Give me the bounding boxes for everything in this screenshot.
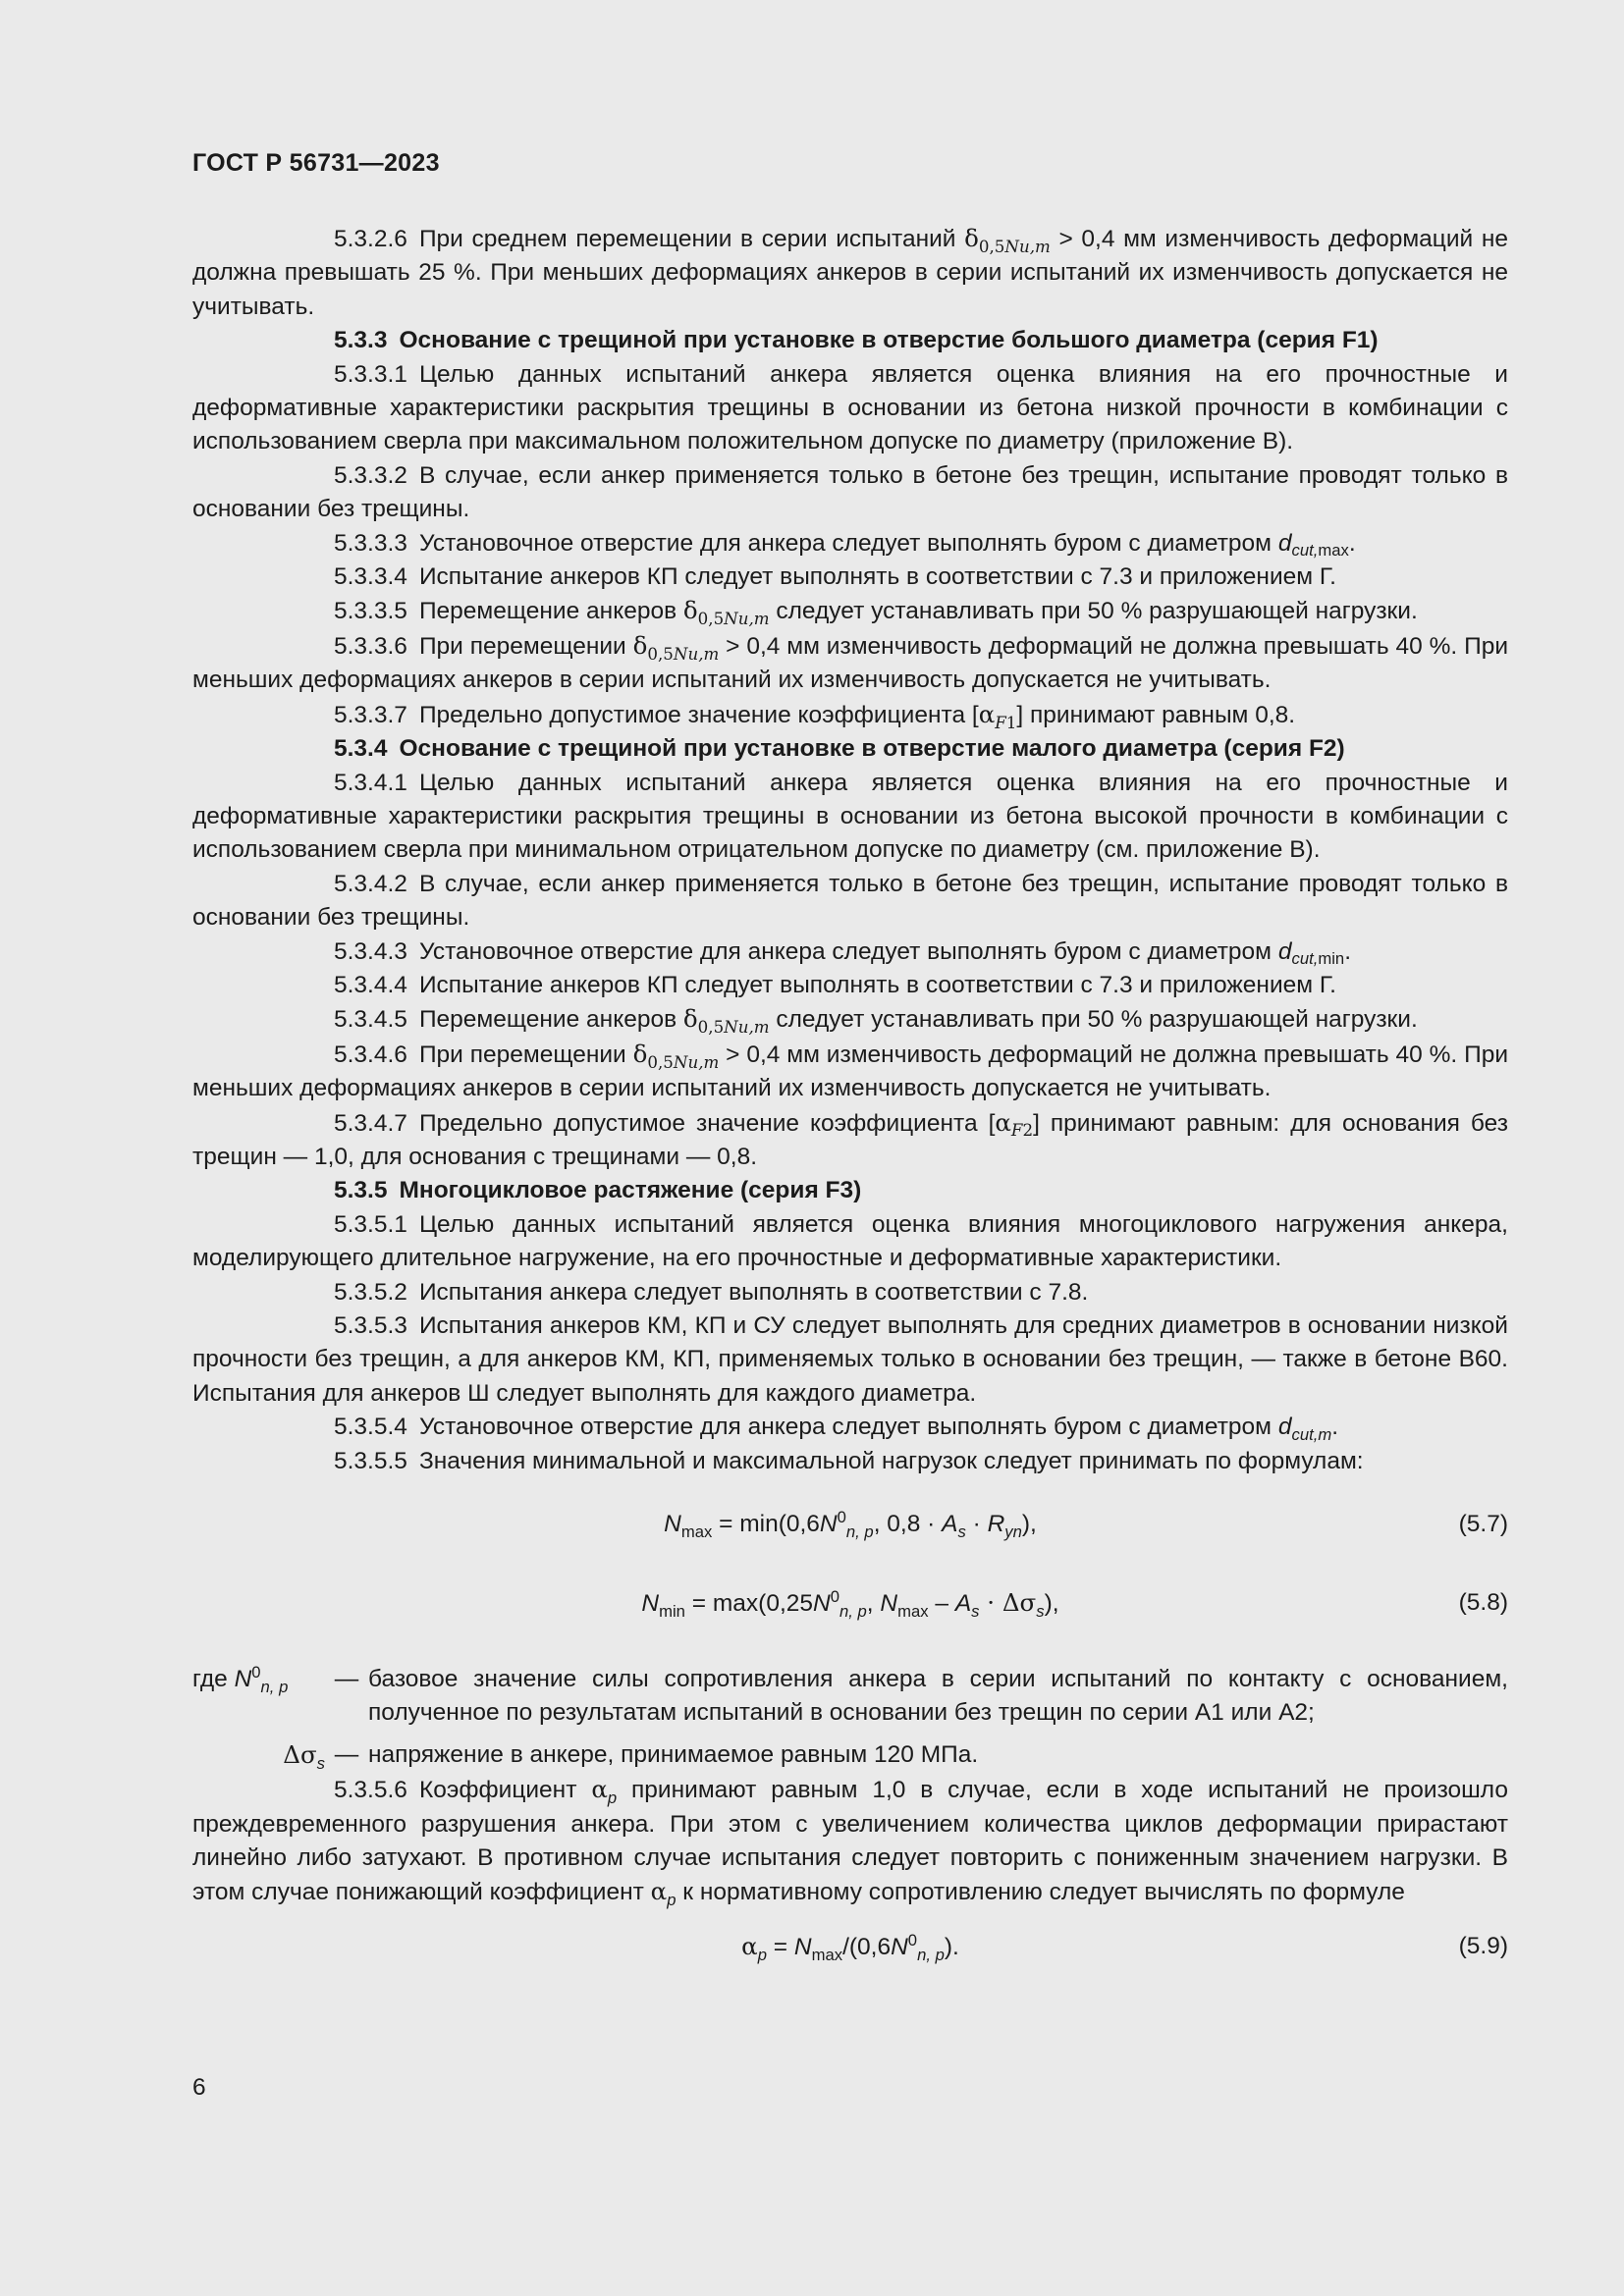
paragraph-5-3-5-3: 5.3.5.3 Испытания анкеров КМ, КП и СУ следует выполнять для средних диаметров в основании низкой прочности без трещин, а для анкеров КМ, КП, применяемых только в основании без трещин, — также в бетоне В60. Испытания для анкеров Ш следует выполнять для каждого диаметра. — [192, 1312, 1508, 1407]
paragraph-5-3-3-3: 5.3.3.3 Установочное отверстие для анкера следует выполнять буром с диаметром $d_{cut,max}$. — [334, 529, 1356, 561]
paragraph-5-3-5-1: 5.3.5.1 Целью данных испытаний является оценка влияния многоциклового нагружения анкера, моделирующего длительное нагружение, на его прочностные и деформативные характеристики. — [192, 1210, 1508, 1272]
where-clause-n0: где $N^0_{n, p}$ — базовое значение силы сопротивления анкера в серии испытаний по контакту с основанием, полученное по результатам испытаний в основании без трещин по серии А1 или А2; — [192, 1663, 1508, 1731]
paragraph-5-3-4-4: 5.3.4.4 Испытание анкеров КП следует выполнять в соответствии с 7.3 и приложением Г. — [334, 971, 1336, 998]
equation-5-7 — [192, 1508, 1508, 1541]
where-description: базовое значение силы сопротивления анкера в серии испытаний по контакту с основанием, полученное по результатам испытаний в основании без трещин по серии А1 или А2; — [368, 1666, 1508, 1727]
paragraph-5-3-5-4: 5.3.5.4 Установочное отверстие для анкера следует выполнять буром с диаметром $d_{cut,m}$. — [334, 1414, 1339, 1445]
paragraph-5-3-4-5: 5.3.4.5 Перемещение анкеров $\delta_{0,5Nu,m}$ следует устанавливать при 50 % разрушающей нагрузки. — [334, 1004, 1418, 1038]
where-symbol: $\Delta\sigma_s$ — [283, 1739, 325, 1773]
where-clause-delta-sigma: $\Delta\sigma_s$ — напряжение в анкере, принимаемое равным 120 МПа. — [192, 1738, 1508, 1773]
equation-5-8-number: (5.8) — [1458, 1589, 1508, 1617]
standard-header: ГОСТ Р 56731—2023 — [192, 149, 440, 177]
equation-5-7-number: (5.7) — [1458, 1511, 1508, 1538]
paragraph-5-3-4-3: 5.3.4.3 Установочное отверстие для анкера следует выполнять буром с диаметром $d_{cut,min}$. — [334, 937, 1351, 969]
paragraph-5-3-3-2: 5.3.3.2 В случае, если анкер применяется только в бетоне без трещин, испытание проводят только в основании без трещины. — [192, 461, 1508, 523]
page-number: 6 — [192, 2074, 206, 2101]
where-symbol: где $N^0_{n, p}$ — [192, 1662, 289, 1696]
paragraph-5-3-5-5: 5.3.5.5 Значения минимальной и максимальной нагрузок следует принимать по формулам: — [334, 1447, 1364, 1474]
equation-5-7-formula: $N_{max} = \min(0,6N^0_{n, p}$, $0,8 \cdot A_s \cdot R_{yn}$), — [664, 1507, 1037, 1541]
paragraph-5-3-4-7: 5.3.4.7 Предельно допустимое значение коэффициента $[\alpha_{F2}]$ принимают равным: для основания без трещин — 1,0, для основания с трещинами — 0,8. — [192, 1107, 1508, 1170]
equation-5-9-formula: $\alpha_p = N_{max}/(0,6N^0_{n, p})$. — [741, 1930, 959, 1964]
paragraph-5-3-5-2: 5.3.5.2 Испытания анкера следует выполнять в соответствии с 7.8. — [334, 1278, 1089, 1306]
paragraph-5-3-3-5: 5.3.3.5 Перемещение анкеров $\delta_{0,5Nu,m}$ следует устанавливать при 50 % разрушающей нагрузки. — [334, 596, 1418, 629]
paragraph-5-3-3-7: 5.3.3.7 Предельно допустимое значение коэффициента $[\alpha_{F1}]$ принимают равным 0,8. — [334, 699, 1296, 732]
section-heading-5-3-4: 5.3.4 Основание с трещиной при установке в отверстие малого диаметра (серия F2) — [334, 735, 1345, 763]
paragraph-5-3-3-1: 5.3.3.1 Целью данных испытаний анкера является оценка влияния на его прочностные и деформативные характеристики раскрытия трещины в основании из бетона низкой прочности в комбинации с использованием сверла при максимальном положительном допуске по диаметру (приложение В). — [192, 360, 1508, 455]
paragraph-5-3-4-2: 5.3.4.2 В случае, если анкер применяется только в бетоне без трещин, испытание проводят только в основании без трещины. — [192, 870, 1508, 932]
equation-5-8-formula: $N_{min} = \max(0,25N^0_{n, p}$, $N_{max} - A_s \cdot \Delta\sigma_s$), — [641, 1586, 1059, 1621]
paragraph-5-3-4-1: 5.3.4.1 Целью данных испытаний анкера является оценка влияния на его прочностные и деформативные характеристики раскрытия трещины в основании из бетона высокой прочности в комбинации с использованием сверла при минимальном отрицательном допуске по диаметру (см. приложение В). — [192, 769, 1508, 864]
paragraph-5-3-3-6: 5.3.3.6 При перемещении $\delta_{0,5Nu,m} > 0,4$ мм изменчивость деформаций не должна превышать 40 %. При меньших деформациях анкеров в серии испытаний их изменчивость допускается не учитывать. — [192, 630, 1509, 694]
paragraph-5-3-5-6: 5.3.5.6 Коэффициент $\alpha_p$ принимают равным 1,0 в случае, если в ходе испытаний не произошло преждевременного разрушения анкера. При этом с увеличением количества циклов деформации прирастают линейно либо затухают. В противном случае испытания следует повторить с пониженным значением нагрузки. В этом случае понижающий коэффициент $\alpha_p$ к нормативному сопротивлению следует вычислять по формуле — [192, 1775, 1509, 1910]
paragraph-5-3-3-4: 5.3.3.4 Испытание анкеров КП следует выполнять в соответствии с 7.3 и приложением Г. — [334, 563, 1336, 591]
paragraph-5-3-4-6: 5.3.4.6 При перемещении $\delta_{0,5Nu,m} > 0,4$ мм изменчивость деформаций не должна превышать 40 %. При меньших деформациях анкеров в серии испытаний их изменчивость допускается не учитывать. — [192, 1039, 1509, 1102]
equation-5-9 — [192, 1930, 1508, 1963]
where-description: напряжение в анкере, принимаемое равным 120 МПа. — [368, 1740, 979, 1768]
section-heading-5-3-3: 5.3.3 Основание с трещиной при установке в отверстие большого диаметра (серия F1) — [334, 327, 1379, 354]
section-heading-5-3-5: 5.3.5 Многоцикловое растяжение (серия F3) — [334, 1177, 862, 1204]
delta-symbol: $\delta_{0,5Nu,m}$ — [964, 224, 1051, 256]
equation-5-9-number: (5.9) — [1458, 1932, 1508, 1959]
document-body — [192, 222, 1508, 1963]
paragraph-5-3-2-6: 5.3.2.6 При среднем перемещении в серии испытаний $\delta_{0,5Nu,m} > 0,4$ мм изменчивость деформаций не должна превышать 25 %. При меньших деформациях анкеров в серии испытаний их изменчивость допускается не учитывать. — [192, 224, 1508, 320]
equation-5-8 — [192, 1586, 1508, 1620]
